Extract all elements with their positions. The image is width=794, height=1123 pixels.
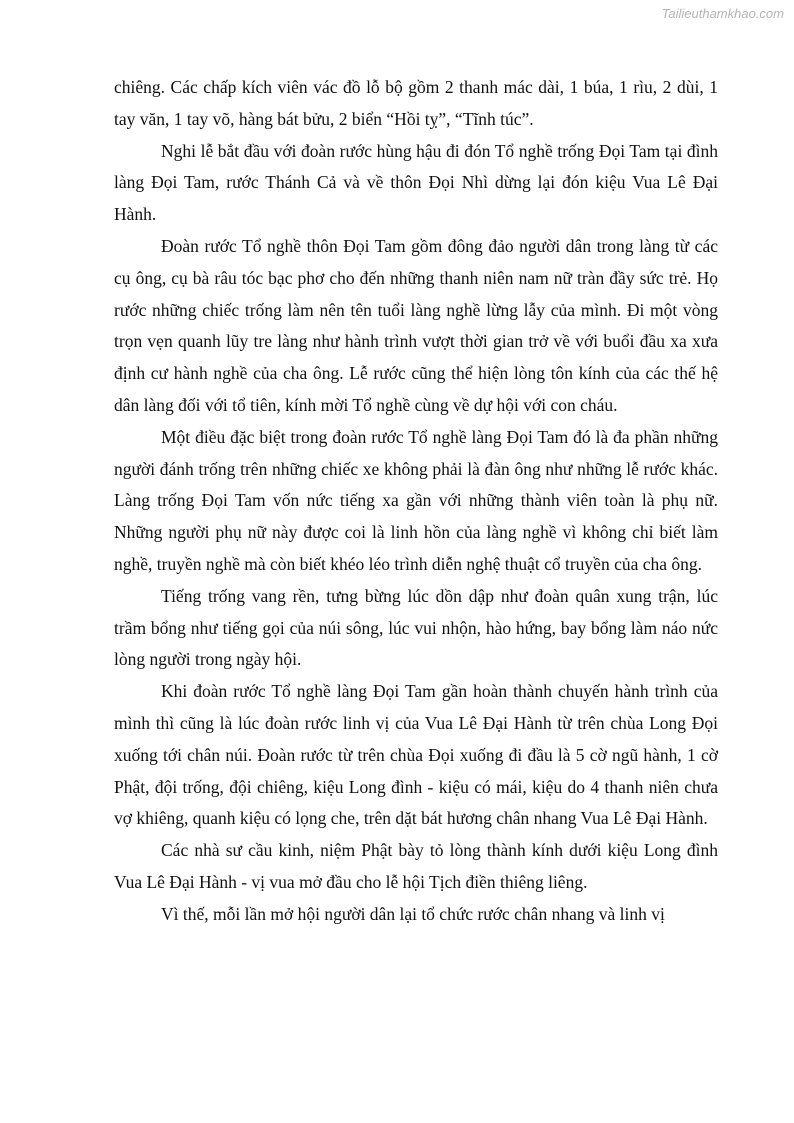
paragraph: chiêng. Các chấp kích viên vác đồ lỗ bộ gồm 2 thanh mác dài, 1 búa, 1 rìu, 2 dùi, 1 tay văn, 1 tay võ, hàng bát bửu, 2 biển “Hồi tỵ”, “Tĩnh túc”. — [114, 77, 718, 129]
paragraph: Khi đoàn rước Tổ nghề làng Đọi Tam gần hoàn thành chuyến hành trình của mình thì cũng là lúc đoàn rước linh vị của Vua Lê Đại Hành từ trên chùa Long Đọi xuống tới chân núi. Đoàn rước từ trên chùa Đọi xuống đi đầu là 5 cờ ngũ hành, 1 cờ Phật, đội trống, đội chiêng, kiệu Long đình - kiệu có mái, kiệu do 4 thanh niên chưa vợ khiêng, quanh kiệu có lọng che, trên dặt bát hương chân nhang Vua Lê Đại Hành. — [114, 681, 718, 829]
paragraph: Các nhà sư cầu kinh, niệm Phật bày tỏ lòng thành kính dưới kiệu Long đình Vua Lê Đại Hành - vị vua mở đầu cho lễ hội Tịch điền thiêng liêng. — [114, 840, 718, 892]
paragraph: Tiếng trống vang rền, tưng bừng lúc dồn dập như đoàn quân xung trận, lúc trầm bổng như tiếng gọi của núi sông, lúc vui nhộn, hào hứng, bay bổng làm náo nức lòng người trong ngày hội. — [114, 585, 718, 670]
paragraph: Đoàn rước Tổ nghề thôn Đọi Tam gồm đông đảo người dân trong làng từ các cụ ông, cụ bà râu tóc bạc phơ cho đến những thanh niên nam nữ tràn đầy sức trẻ. Họ rước những chiếc trống làm nên tên tuổi làng nghề lừng lẫy của mình. Đi một vòng trọn vẹn quanh lũy tre làng như hành trình vượt thời gian trở về với buổi đầu xa xưa định cư hành nghề của cha ông. Lễ rước cũng thể hiện lòng tôn kính của các thế hệ dân làng đối với tổ tiên, kính mời Tổ nghề cùng về dự hội với con cháu. — [114, 235, 718, 415]
document-body — [114, 72, 718, 931]
watermark: Tailieuthamkhao.com — [661, 6, 784, 21]
paragraph: Vì thế, mỗi lần mở hội người dân lại tổ chức rước chân nhang và linh vị — [161, 903, 665, 924]
paragraph: Nghi lễ bắt đầu với đoàn rước hùng hậu đi đón Tổ nghề trống Đọi Tam tại đình làng Đọi Tam, rước Thánh Cả và về thôn Đọi Nhì dừng lại đón kiệu Vua Lê Đại Hành. — [114, 140, 718, 225]
paragraph: Một điều đặc biệt trong đoàn rước Tổ nghề làng Đọi Tam đó là đa phần những người đánh trống trên những chiếc xe không phải là đàn ông như những lễ rước khác. Làng trống Đọi Tam vốn nức tiếng xa gần với những thành viên toàn là phụ nữ. Những người phụ nữ này được coi là linh hồn của làng nghề vì không chỉ biết làm nghề, truyền nghề mà còn biết khéo léo trình diễn nghệ thuật cổ truyền của cha ông. — [114, 426, 718, 574]
